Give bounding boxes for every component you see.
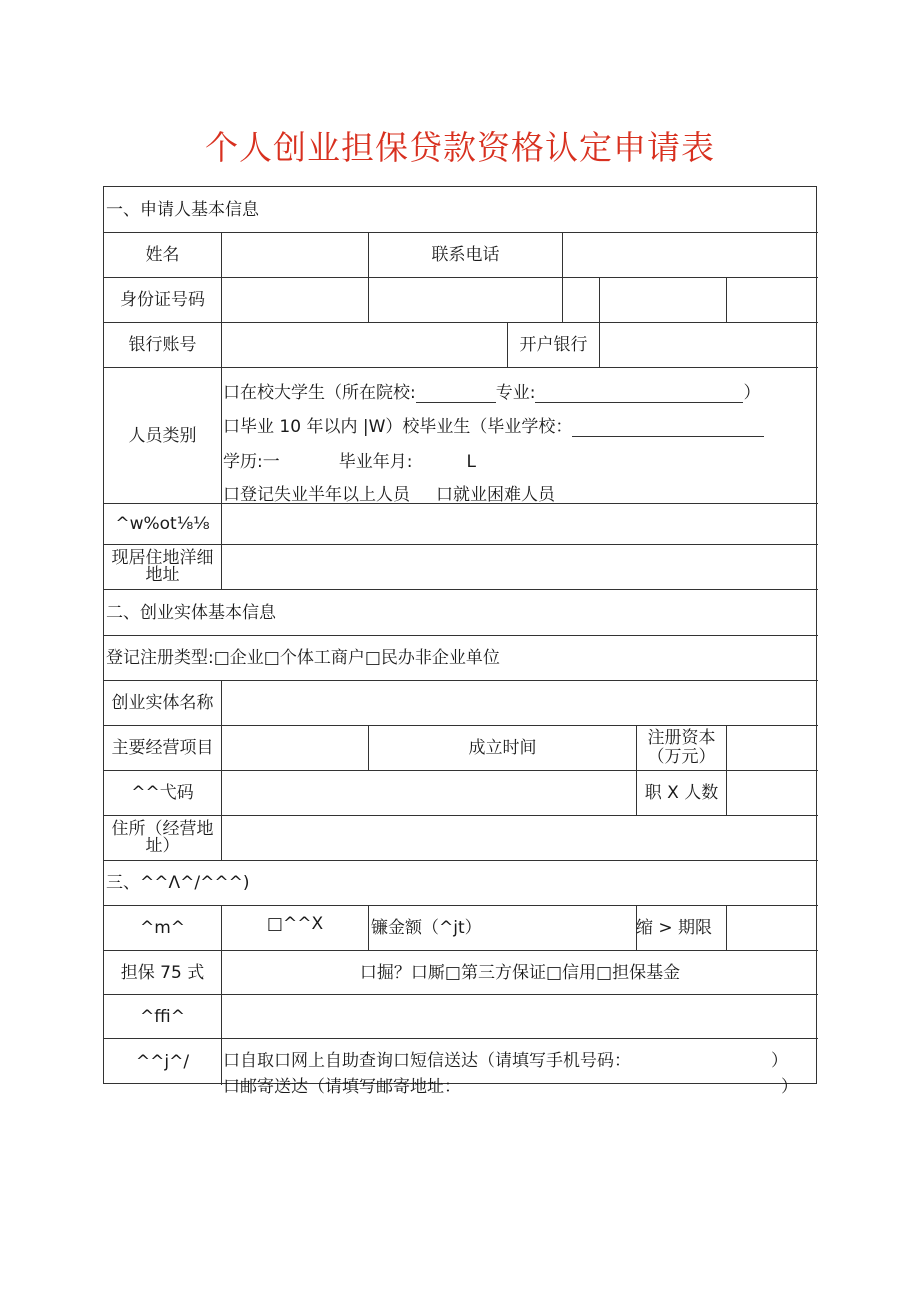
category-option-graduate[interactable] xyxy=(223,412,764,437)
category-education-line xyxy=(223,447,476,472)
capital-label: 注册资本（万元） xyxy=(637,726,727,771)
entity-name-field[interactable] xyxy=(222,681,818,726)
employees-field[interactable] xyxy=(727,771,818,816)
loan-term-field[interactable] xyxy=(727,906,818,951)
name-field[interactable] xyxy=(222,233,369,278)
location-field[interactable] xyxy=(222,816,818,861)
bank-account-field[interactable] xyxy=(222,323,508,368)
delivery-line2-text: 口邮寄送达（请填写邮寄地址： xyxy=(223,1077,461,1097)
phone-field[interactable] xyxy=(563,233,818,278)
phone-label: 联系电话 xyxy=(369,233,563,278)
delivery-line1-end: ） xyxy=(771,1051,788,1071)
category-label: 人员类别 xyxy=(104,368,222,504)
entity-name-label: 创业实体名称 xyxy=(104,681,222,726)
id-field-4[interactable] xyxy=(600,278,727,323)
delivery-options xyxy=(221,1039,818,1097)
category-student-text: 口在校大学生（所在院校: xyxy=(223,383,416,403)
id-number-label: 身份证号码 xyxy=(104,278,222,323)
garbled-row-label: ^w%ot⅛⅛ xyxy=(104,504,222,545)
loan-row-field[interactable]: □^^X xyxy=(222,906,369,951)
id-field-3[interactable] xyxy=(563,278,600,323)
category-graduate-text: 口毕业 10 年以内 |W）校毕业生（毕业学校： xyxy=(223,417,573,437)
application-form xyxy=(103,186,817,1097)
section2-header: 二、创业实体基本信息 xyxy=(104,590,818,636)
major-text: 专业: xyxy=(495,383,536,403)
page-title: 个人创业担保贷款资格认定申请表 xyxy=(205,128,715,167)
category-unemployed[interactable]: 口登记失业半年以上人员 xyxy=(223,485,410,505)
business-label: 主要经营项目 xyxy=(104,726,222,771)
loan-amount-label: 镰金额（^jt） xyxy=(369,906,637,951)
registration-type[interactable]: 登记注册类型:□企业□个体工商户□民办非企业单位 xyxy=(104,636,818,681)
business-field[interactable] xyxy=(222,726,369,771)
code-field[interactable] xyxy=(222,771,637,816)
id-field-5[interactable] xyxy=(727,278,818,323)
major-blank[interactable] xyxy=(535,386,743,403)
bank-field[interactable] xyxy=(600,323,818,368)
category-option-student[interactable] xyxy=(223,378,760,403)
id-field-1[interactable] xyxy=(222,278,369,323)
education-text: 学历: xyxy=(223,452,263,472)
guarantee-label: 担保 75 式 xyxy=(104,951,222,995)
code-label: ^^弋码 xyxy=(104,771,222,816)
est-time-label: 成立时间 xyxy=(369,726,637,771)
location-label: 住所（经营地址） xyxy=(104,816,222,861)
education-value[interactable]: 一 xyxy=(262,452,280,472)
grad-school-blank[interactable] xyxy=(572,420,764,437)
bank-account-label: 银行账号 xyxy=(104,323,222,368)
address-label: 现居住地洋细地址 xyxy=(104,545,222,590)
employees-label: 职 X 人数 xyxy=(637,771,727,816)
bank-label: 开户银行 xyxy=(508,323,600,368)
capital-field[interactable] xyxy=(727,726,818,771)
row3-field[interactable] xyxy=(222,995,818,1039)
category-difficult[interactable]: 口就业困难人员 xyxy=(436,485,555,505)
school-blank[interactable] xyxy=(416,386,496,403)
row3-label: ^ffi^ xyxy=(104,995,222,1039)
delivery-option-line2[interactable] xyxy=(223,1072,798,1097)
delivery-label: ^^j^/ xyxy=(104,1039,222,1085)
grad-date-value[interactable]: L xyxy=(466,452,476,472)
name-label: 姓名 xyxy=(104,233,222,278)
loan-term-label: 缩 > 期限 xyxy=(637,906,727,951)
id-field-2[interactable] xyxy=(369,278,563,323)
delivery-line1-text: 口自取口网上自助查询口短信送达（请填写手机号码： xyxy=(223,1051,631,1071)
section1-header: 一、申请人基本信息 xyxy=(104,187,818,233)
address-field[interactable] xyxy=(222,545,818,590)
section3-header: 三、^^Λ^/^^^) xyxy=(104,861,818,906)
close-paren: ） xyxy=(743,383,761,403)
loan-row-label: ^m^ xyxy=(104,906,222,951)
delivery-line2-end: ） xyxy=(781,1077,798,1097)
category-options xyxy=(221,370,818,505)
garbled-row-field[interactable] xyxy=(222,504,818,545)
delivery-option-line1[interactable] xyxy=(223,1046,788,1071)
guarantee-options[interactable]: 口掘？口厮□第三方保证□信用□担保基金 xyxy=(222,951,818,995)
category-option-unemployed-line xyxy=(223,480,555,505)
grad-date-text: 毕业年月: xyxy=(338,452,413,472)
